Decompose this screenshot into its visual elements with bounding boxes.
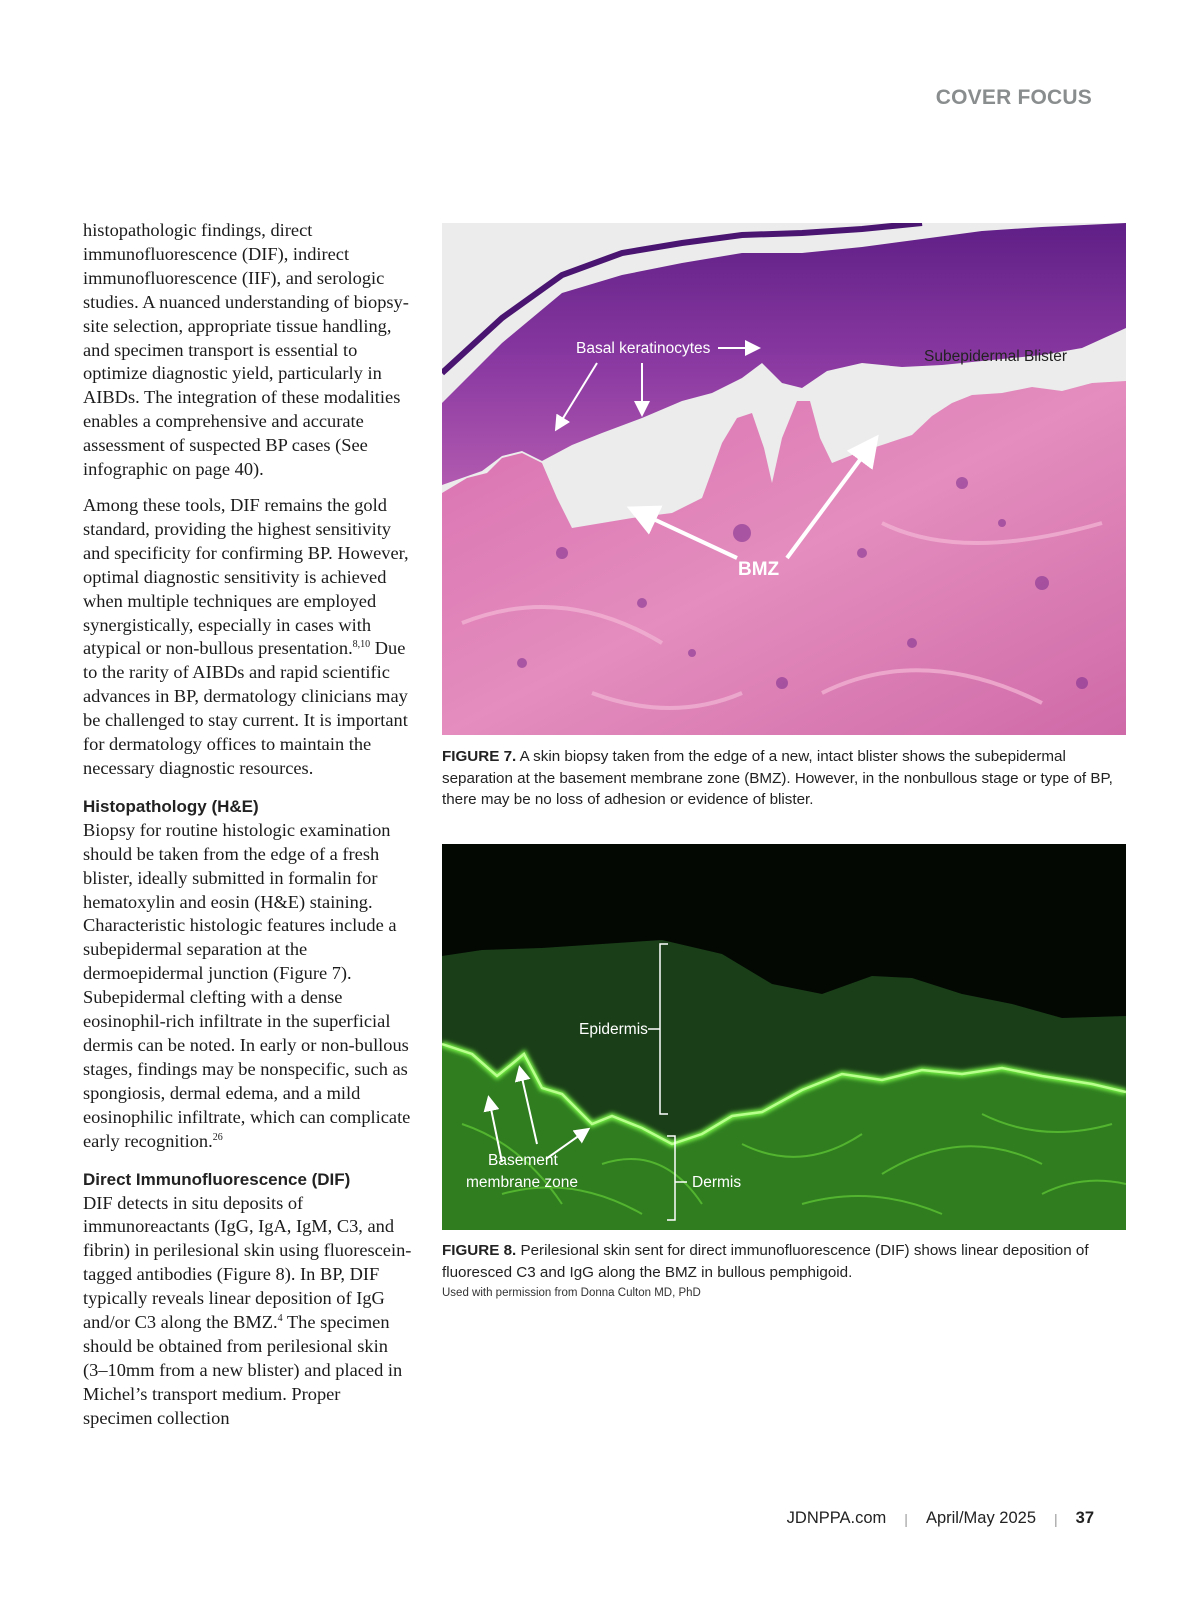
caption-text: A skin biopsy taken from the edge of a new, intact blister shows the subepidermal separation at the basement membrane zone (BMZ). However, in the nonbullous stage or type of BP, there may be no loss of adhesion or evidence of blister. <box>442 748 1113 808</box>
label-basement-membrane-zone-line2: membrane zone <box>466 1174 579 1191</box>
label-basal-keratinocytes: Basal keratinocytes <box>576 340 711 357</box>
reference-superscript: 26 <box>212 1131 223 1143</box>
label-basement-membrane-zone-line1: Basement <box>488 1152 558 1169</box>
page-number: 37 <box>1075 1509 1094 1527</box>
page-footer <box>787 1509 1094 1528</box>
label-bmz: BMZ <box>738 559 780 580</box>
reference-superscript: 4 <box>277 1312 283 1324</box>
caption-label: FIGURE 8. <box>442 1242 517 1259</box>
caption-text: Perilesional skin sent for direct immunofluorescence (DIF) shows linear deposition of fluoresced C3 and IgG along the BMZ in bullous pemphigoid. <box>442 1242 1089 1281</box>
figure-8-micrograph <box>442 844 1126 1230</box>
figure-8-svg <box>442 844 1126 1230</box>
paragraph-text: Biopsy for routine histologic examination should be taken from the edge of a fresh blister, ideally submitted in formalin for hematoxylin and eosin (H&E) staining. Characteristic histologic features include a subepidermal separation at the dermoepidermal junction (Figure 7). Subepidermal clefting with a dense eosinophil-rich infiltrate in the superficial dermis can be noted. In early or non-bullous stages, findings may be nonspecific, such as spongiosis, dermal edema, and a mild eosinophilic infiltrate, which can complicate early recognition. <box>83 819 411 1151</box>
paragraph-dif <box>83 1192 413 1431</box>
article-column <box>83 219 413 1443</box>
footer-site: JDNPPA.com <box>786 1509 887 1527</box>
heading-direct-immunofluorescence: Direct Immunofluorescence (DIF) <box>83 1169 351 1189</box>
paragraph-text: DIF detects in situ deposits of immunoreactants (IgG, IgA, IgM, C3, and fibrin) in perilesional skin using fluorescein-tagged antibodies (Figure 8). In BP, DIF typically reveals linear deposition of IgG and/or C3 along the BMZ. <box>83 1192 412 1333</box>
paragraph-histopathology <box>83 819 413 1154</box>
paragraph-text: Among these tools, DIF remains the gold standard, providing the highest sensitivity and specificity for confirming BP. However, optimal diagnostic sensitivity is achieved when multiple techniques are employed synergistically, especially in cases with atypical or non-bullous presentation. <box>83 494 409 659</box>
label-subepidermal-blister: Subepidermal Blister <box>924 348 1068 365</box>
reference-superscript: 8,10 <box>352 639 371 651</box>
figure-7-svg <box>442 223 1126 735</box>
figure-7-micrograph <box>442 223 1126 735</box>
section-label: COVER FOCUS <box>935 86 1092 109</box>
paragraph-text: Due to the rarity of AIBDs and rapid scientific advances in BP, dermatology clinicians may be challenged to stay current. It is important for dermatology offices to maintain the necessary diagnostic resources. <box>83 638 408 778</box>
caption-label: FIGURE 7. <box>442 748 517 765</box>
footer-separator: | <box>904 1510 908 1527</box>
figure-8-caption <box>442 1240 1132 1283</box>
paragraph-text: The specimen should be obtained from perilesional skin (3–10mm from a new blister) and placed in Michel’s transport medium. Proper specimen collection <box>83 1312 403 1428</box>
label-epidermis: Epidermis <box>579 1021 648 1038</box>
footer-issue: April/May 2025 <box>925 1509 1036 1527</box>
paragraph-dif-gold-standard <box>83 494 413 781</box>
footer-separator: | <box>1054 1510 1058 1527</box>
label-dermis: Dermis <box>692 1174 742 1191</box>
figure-8-credit: Used with permission from Donna Culton MD, PhD <box>442 1287 701 1299</box>
paragraph-intro: histopathologic findings, direct immunofluorescence (DIF), indirect immunofluorescence (IIF), and serologic studies. A nuanced understanding of biopsy-site selection, appropriate tissue handling, and specimen transport is essential to optimize diagnostic yield, particularly in AIBDs. The integration of these modalities enables a comprehensive and accurate assessment of suspected BP cases (See infographic on page 40). <box>83 220 409 480</box>
heading-histopathology: Histopathology (H&E) <box>83 796 259 816</box>
figure-7-caption <box>442 746 1132 811</box>
